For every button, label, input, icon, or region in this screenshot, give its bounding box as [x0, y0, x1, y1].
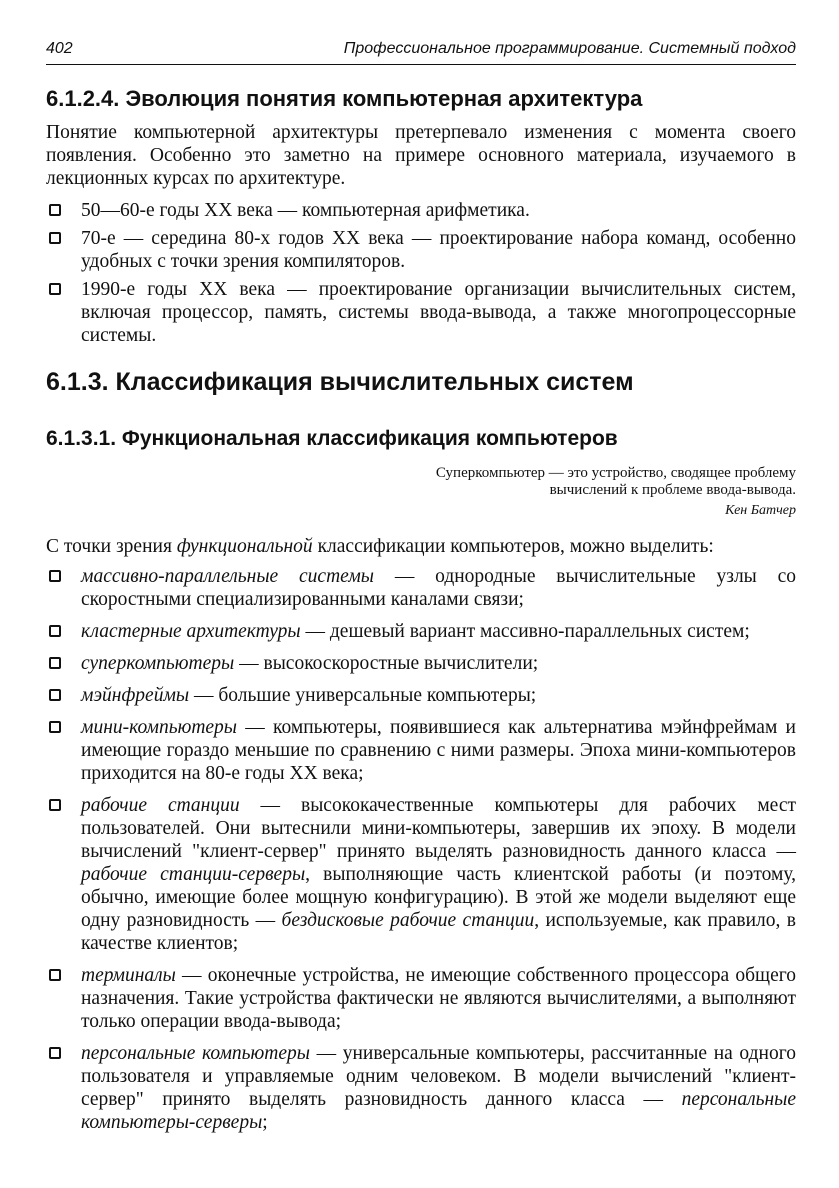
list-item — [46, 716, 796, 785]
list-item — [46, 199, 796, 222]
term: массивно-параллельные системы — [81, 566, 374, 587]
book-page — [46, 0, 796, 1188]
intro-after: классификации компьютеров, можно выделить: — [312, 536, 714, 557]
list-item-text: 1990-е годы XX века — проектирование организации вычислительных систем, включая процессор, память, системы ввода-вывода, а также многопроцессорные системы. — [81, 279, 796, 346]
term: рабочие станции-серверы — [81, 864, 306, 885]
checkbox-bullet-icon — [49, 570, 61, 582]
section-heading-classification: 6.1.3. Классификация вычислительных систем — [46, 368, 634, 396]
checkbox-bullet-icon — [49, 721, 61, 733]
term: мэйнфреймы — [81, 685, 190, 706]
evolution-intro: Понятие компьютерной архитектуры претерпевало изменения с момента своего появления. Особенно это заметно на примере основного материала, изучаемого в лекционных курсах по архитектуре. — [46, 122, 796, 189]
term-description: — большие универсальные компьютеры; — [189, 685, 537, 706]
term-description: — однородные вычислительные узлы со скоростными специализированными каналами связи; — [81, 566, 797, 610]
intro-emphasis: функциональной — [176, 536, 313, 557]
checkbox-bullet-icon — [49, 689, 61, 701]
term: кластерные архитектуры — [81, 621, 301, 642]
list-item-text: 50—60-е годы XX века — компьютерная арифметика. — [81, 200, 530, 221]
functional-intro — [46, 535, 796, 558]
list-item — [46, 964, 796, 1033]
term: персональные компьютеры-серверы — [81, 1089, 796, 1133]
epigraph — [46, 465, 796, 519]
term-description: ; — [262, 1112, 268, 1133]
checkbox-bullet-icon — [49, 232, 61, 244]
list-item — [46, 620, 796, 643]
checkbox-bullet-icon — [49, 657, 61, 669]
list-item — [46, 565, 796, 611]
list-item-text: 70-е — середина 80-х годов XX века — проектирование набора команд, особенно удобных с точки зрения компиляторов. — [81, 228, 796, 272]
functional-list — [46, 565, 796, 1143]
term-description: — универсальные компьютеры, рассчитанные на одного пользователя и управляемые одним человеком. В модели вычислений "клиент-сервер" принято выделять разновидность данного класса — — [81, 1043, 796, 1110]
term-description: , выполняющие часть клиентской работы (и поэтому, обычно, имеющие более мощную конфигурацию). В этой же модели выделяют еще одну разновидность — — [81, 864, 796, 931]
list-item — [46, 684, 796, 707]
page-number: 402 — [46, 40, 73, 57]
term-description: — оконечные устройства, не имеющие собственного процессора общего назначения. Такие устройства фактически не являются вычислителями, а выполняют только операции ввода-вывода; — [81, 965, 796, 1032]
book-title: Профессиональное программирование. Системный подход — [343, 40, 796, 57]
term-description: — высокоскоростные вычислители; — [234, 653, 539, 674]
checkbox-bullet-icon — [49, 625, 61, 637]
checkbox-bullet-icon — [49, 283, 61, 295]
term-description: , используемые, как правило, в качестве клиентов; — [81, 910, 796, 954]
checkbox-bullet-icon — [49, 969, 61, 981]
term-description: — дешевый вариант массивно-параллельных систем; — [300, 621, 750, 642]
term: мини-компьютеры — [81, 717, 238, 738]
epigraph-line-1: Суперкомпьютер — это устройство, сводящее проблему — [435, 465, 796, 481]
term: бездисковые рабочие станции — [281, 910, 535, 931]
section-heading-functional: 6.1.3.1. Функциональная классификация компьютеров — [46, 427, 618, 450]
list-item — [46, 652, 796, 675]
list-item — [46, 278, 796, 347]
list-item — [46, 227, 796, 273]
term: рабочие станции — [81, 795, 240, 816]
term: терминалы — [81, 965, 176, 986]
epigraph-author: Кен Батчер — [725, 503, 796, 518]
epigraph-line-2: вычислений к проблеме ввода-вывода. — [549, 482, 796, 498]
checkbox-bullet-icon — [49, 799, 61, 811]
term-description: — компьютеры, появившиеся как альтернатива мэйнфреймам и имеющие гораздо меньшие по сравнению с ними размеры. Эпоха мини-компьютеров приходится на 80-е годы XX века; — [81, 717, 796, 784]
section-heading-evolution: 6.1.2.4. Эволюция понятия компьютерная архитектура — [46, 86, 643, 111]
checkbox-bullet-icon — [49, 204, 61, 216]
running-header — [46, 38, 796, 65]
term: персональные компьютеры — [81, 1043, 310, 1064]
checkbox-bullet-icon — [49, 1047, 61, 1059]
intro-before: С точки зрения — [46, 536, 177, 557]
evolution-list — [46, 199, 796, 352]
list-item — [46, 1042, 796, 1134]
term: суперкомпьютеры — [81, 653, 235, 674]
list-item — [46, 794, 796, 955]
term-description: — высококачественные компьютеры для рабочих мест пользователей. Они вытеснили мини-компьютеры, завершив их эпоху. В модели вычислений "клиент-сервер" принято выделять разновидность данного класса — — [81, 795, 797, 862]
